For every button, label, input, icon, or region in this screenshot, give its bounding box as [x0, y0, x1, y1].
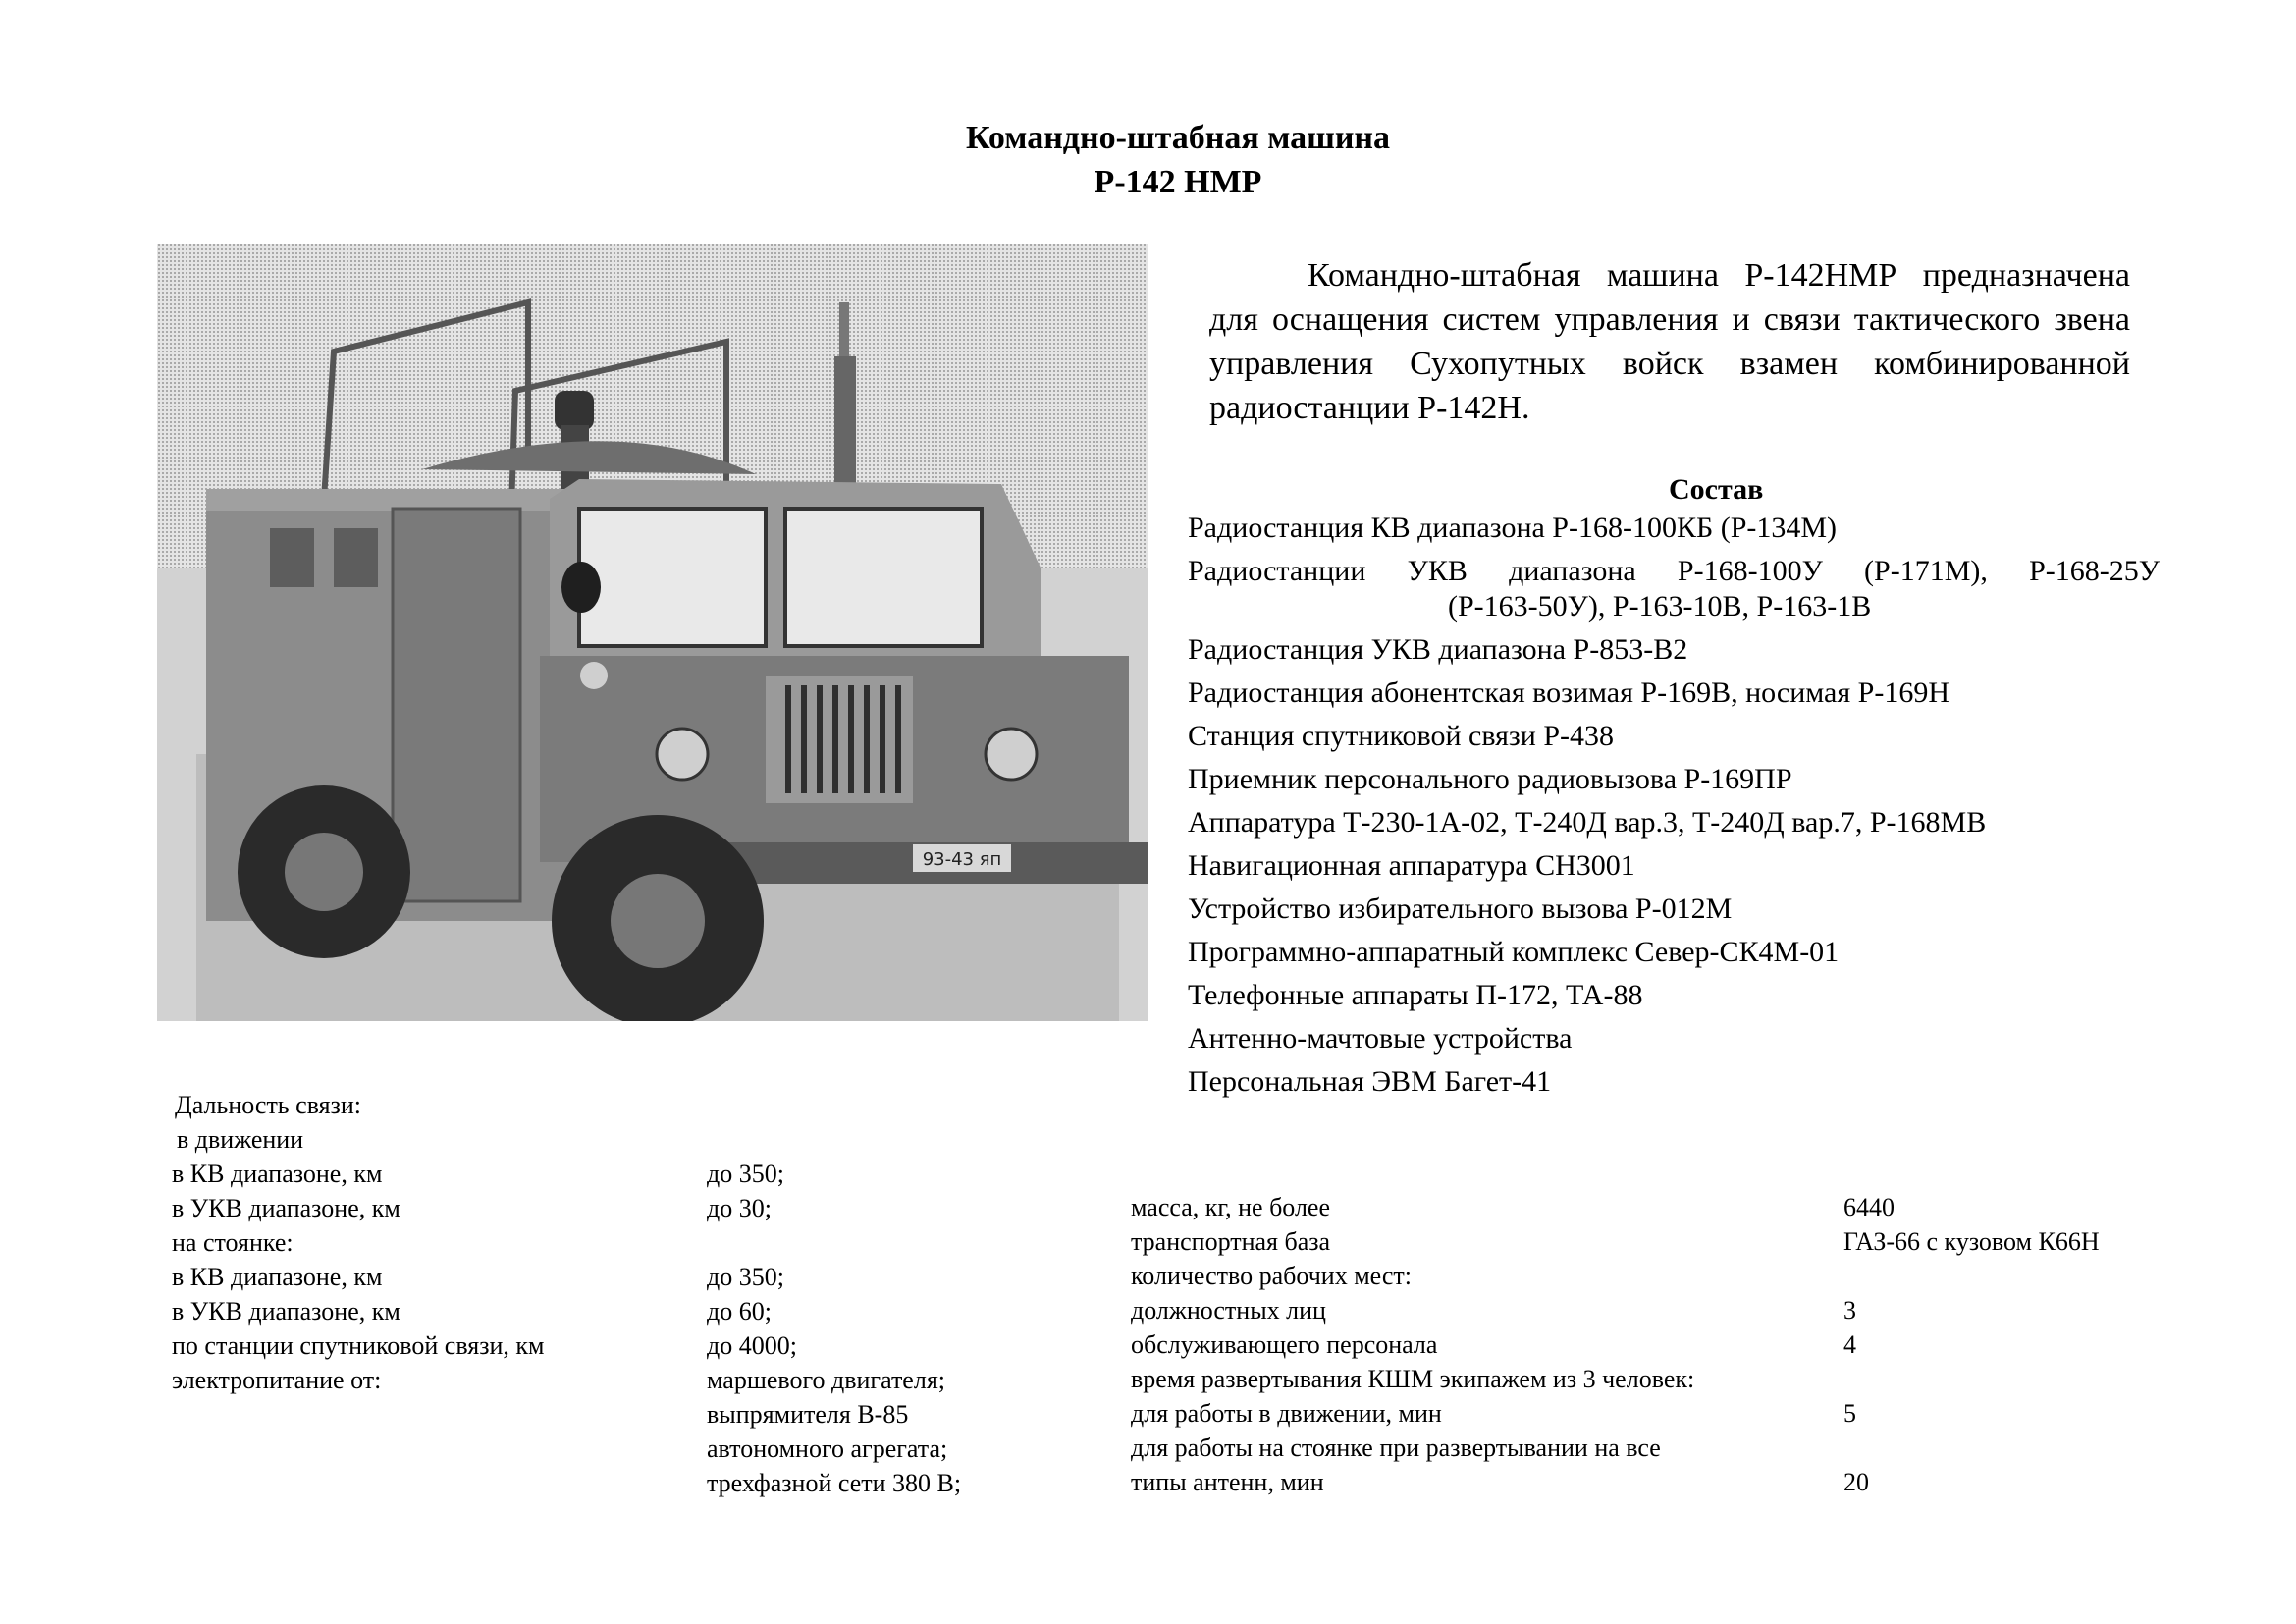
spec-row-label: должностных лиц — [1131, 1296, 1326, 1325]
range-row-label: в УКВ диапазоне, км — [172, 1297, 400, 1326]
range-row-label: в движении — [177, 1125, 304, 1154]
list-item: Антенно-мачтовые устройства — [1188, 1022, 1573, 1055]
list-item: Радиостанция абонентская возимая Р-169В, носимая Р-169Н — [1188, 677, 1950, 709]
range-row-label: по станции спутниковой связи, км — [172, 1331, 545, 1360]
range-row-value: до 4000; — [707, 1331, 797, 1360]
range-row-value: маршевого двигателя; — [707, 1366, 946, 1394]
list-item: (Р-163-50У), Р-163-10В, Р-163-1В — [1448, 590, 1872, 623]
spec-row-value: 4 — [1843, 1330, 1856, 1359]
list-item: Телефонные аппараты П-172, ТА-88 — [1188, 979, 1643, 1011]
spec-row-label: обслуживающего персонала — [1131, 1330, 1438, 1359]
spec-row-label: для работы на стоянке при развертывании на все — [1131, 1434, 1661, 1462]
spec-row-value: 20 — [1843, 1468, 1869, 1496]
spec-row-value: ГАЗ-66 с кузовом К66Н — [1843, 1227, 2100, 1256]
range-row-value: до 350; — [707, 1160, 784, 1188]
range-row-label: в УКВ диапазоне, км — [172, 1194, 400, 1222]
list-item: Аппаратура Т-230-1А-02, Т-240Д вар.3, Т-240Д вар.7, Р-168МВ — [1188, 806, 1987, 839]
spec-row-value: 6440 — [1843, 1193, 1895, 1221]
title-line-1: Командно-штабная машина — [965, 120, 1391, 156]
spec-row-label: количество рабочих мест: — [1131, 1262, 1412, 1290]
list-item: Радиостанция КВ диапазона Р-168-100КБ (Р-134М) — [1188, 512, 1838, 544]
title-line-2: Р-142 НМР — [1094, 164, 1262, 200]
spec-row-label: масса, кг, не более — [1131, 1193, 1331, 1221]
vehicle-photo — [157, 244, 1148, 1021]
sostav-heading: Состав — [1669, 473, 1764, 506]
list-item: Радиостанции УКВ диапазона Р-168-100У (Р-171М), Р-168-25У — [1188, 555, 2160, 587]
list-item: Устройство избирательного вызова Р-012М — [1188, 893, 1733, 925]
range-row-label: на стоянке: — [172, 1228, 294, 1257]
spec-row-label: для работы в движении, мин — [1131, 1399, 1442, 1428]
range-row-value: до 350; — [707, 1263, 784, 1291]
sostav-list — [1188, 511, 2160, 1108]
range-row-value: трехфазной сети 380 В; — [707, 1469, 962, 1497]
license-plate: 93-43 яп — [922, 849, 1002, 870]
spec-row-value: 5 — [1843, 1399, 1856, 1428]
range-row-value: выпрямителя В-85 — [707, 1400, 909, 1429]
spec-row-label: время развертывания КШМ экипажем из 3 человек: — [1131, 1365, 1695, 1393]
range-row-value: до 30; — [707, 1194, 772, 1222]
range-row-label: электропитание от: — [172, 1366, 382, 1394]
spec-row-label: типы антенн, мин — [1131, 1468, 1324, 1496]
spec-row-value: 3 — [1843, 1296, 1856, 1325]
range-row-value: до 60; — [707, 1297, 772, 1326]
range-heading: Дальность связи: — [175, 1091, 361, 1119]
list-item: Радиостанция УКВ диапазона Р-853-В2 — [1188, 633, 1688, 666]
list-item: Навигационная аппаратура СН3001 — [1188, 849, 1635, 882]
spec-row-label: транспортная база — [1131, 1227, 1331, 1256]
intro-paragraph: Командно-штабная машина Р-142НМР предназначена для оснащения систем управления и связи тактического звена управления Сухопутных войск взамен комбинированной радиостанции Р-142Н. — [1209, 257, 2130, 426]
range-row-value: автономного агрегата; — [707, 1435, 948, 1463]
list-item: Станция спутниковой связи Р-438 — [1188, 720, 1614, 752]
range-row-label: в КВ диапазоне, км — [172, 1263, 383, 1291]
list-item: Приемник персонального радиовызова Р-169ПР — [1188, 763, 1792, 795]
list-item: Персональная ЭВМ Багет-41 — [1188, 1065, 1552, 1098]
list-item: Программно-аппаратный комплекс Север-СК4М-01 — [1188, 936, 1840, 968]
range-row-label: в КВ диапазоне, км — [172, 1160, 383, 1188]
